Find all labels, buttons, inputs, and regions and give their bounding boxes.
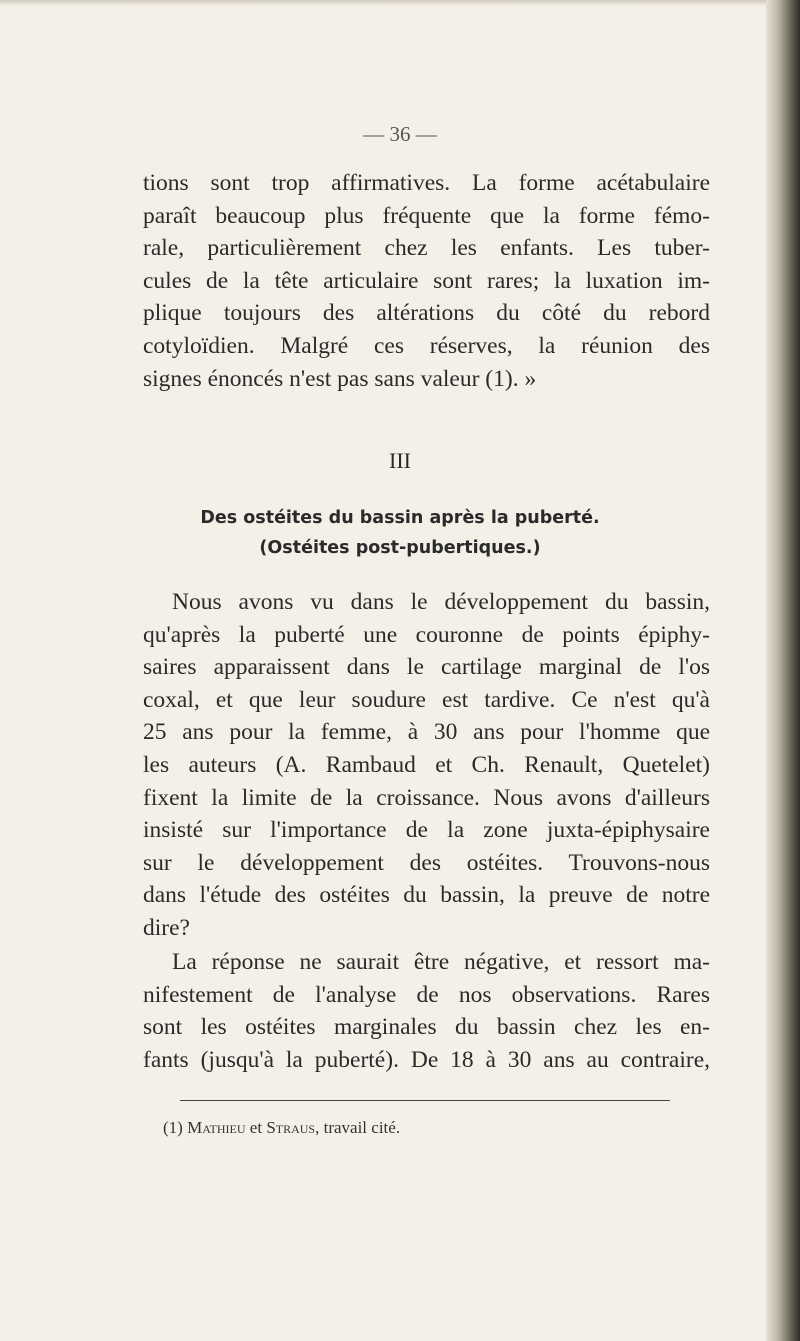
section-number: III [389,448,411,473]
text-line: rale, particulièrement chez les enfants. Les tuber- [143,235,710,262]
book-page-edge [766,0,800,1341]
footnote [163,1118,400,1138]
text-line: plique toujours des altérations du côté du rebord [143,300,710,327]
text-line: fants (jusqu'à la puberté). De 18 à 30 ans au contraire, [143,1046,710,1073]
text-line: nifestement de l'analyse de nos observations. Rares [143,981,710,1008]
footnote-connector: et [249,1118,263,1137]
text-line: sont les ostéites marginales du bassin chez les en- [143,1014,710,1041]
text-line: Nous avons vu dans le développement du bassin, [172,589,710,615]
text-line: les auteurs (A. Rambaud et Ch. Renault, Quetelet) [143,751,710,778]
text-line: cotyloïdien. Malgré ces réserves, la réunion des [143,332,710,359]
text-line: qu'après la puberté une couronne de points épiphy- [143,621,710,648]
footnote-author: Straus [266,1118,316,1137]
text-line: tions sont trop affirmatives. La forme acétabulaire [143,170,710,196]
footnote-divider [180,1100,670,1101]
footnote-author: Mathieu [187,1118,246,1137]
text-line: saires apparaissent dans le cartilage marginal de l'os [143,654,710,681]
footnote-text: , travail cité. [315,1118,401,1137]
text-line: 25 ans pour la femme, à 30 ans pour l'homme que [143,719,710,746]
text-line: cules de la tête articulaire sont rares; la luxation im- [143,267,710,294]
text-line: dire? [143,914,190,941]
page-number: — 36 — [363,122,437,146]
text-line: paraît beaucoup plus fréquente que la forme fémo- [143,202,710,229]
text-line: fixent la limite de la croissance. Nous avons d'ailleurs [143,784,710,811]
text-line: insisté sur l'importance de la zone juxta-épiphysaire [143,817,710,844]
text-line: dans l'étude des ostéites du bassin, la preuve de notre [143,882,710,909]
text-line: coxal, et que leur soudure est tardive. Ce n'est qu'à [143,686,710,713]
paragraph-2 [143,586,710,945]
paragraph-3 [143,946,710,1076]
paragraph-1 [143,167,710,395]
page-top-shadow [0,0,766,6]
text-line: La réponse ne saurait être négative, et ressort ma- [172,949,710,975]
text-line: sur le développement des ostéites. Trouvons-nous [143,849,710,876]
section-heading: Des ostéites du bassin après la puberté. [200,508,600,528]
section-subheading: (Ostéites post-pubertiques.) [259,538,541,558]
footnote-marker: (1) [163,1118,183,1137]
text-line: signes énoncés n'est pas sans valeur (1). » [143,365,537,392]
